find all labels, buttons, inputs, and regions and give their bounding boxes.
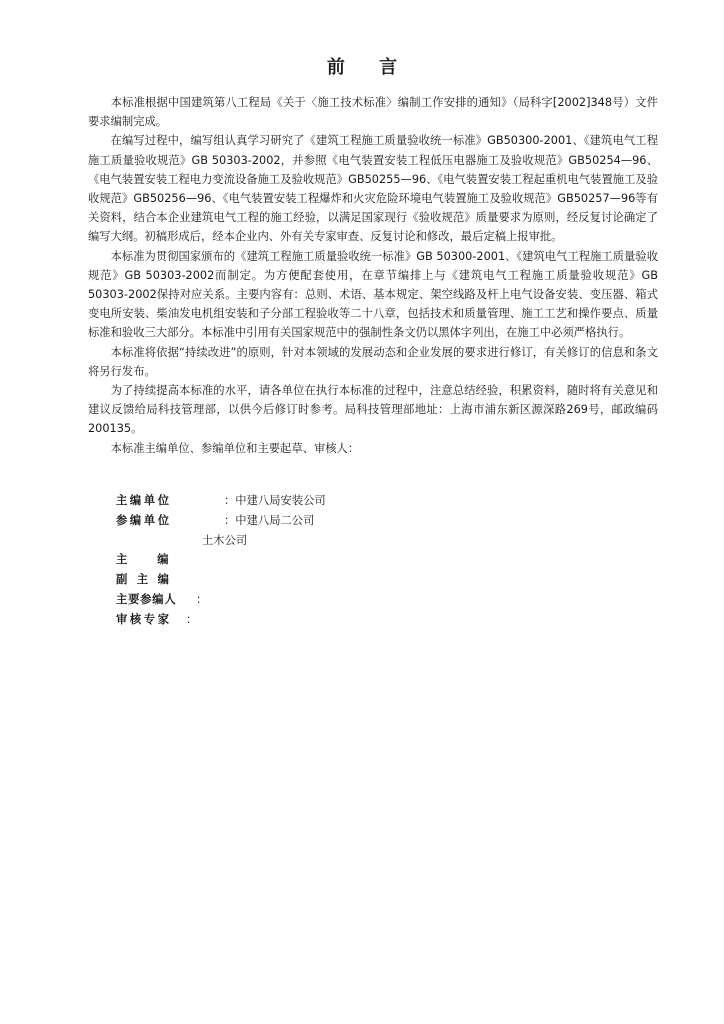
chief-unit-label: 主编单位 xyxy=(116,494,172,507)
co-unit-row-2 xyxy=(116,531,326,551)
co-unit-row xyxy=(116,511,326,531)
main-participants-label: 主要参编人 xyxy=(116,592,177,606)
paragraph: 在编写过程中，编写组认真学习研究了《建筑工程施工质量验收统一标准》GB50300-2001、《建筑电气工程施工质量验收规范》GB 50303-2002，并参照《电气装置安装工程低压电器施工及验收规范》GB50254—96、《电气装置安装工程电力变流设备施工及验收规范》GB50255—96、《电气装置安装工程起重机电气装置施工及验收规范》GB50256—96、《电气装置安装工程爆炸和火灾危险环境电气装置施工及验收规范》GB50257—96等有关资料，结合本企业建筑电气工程的施工经验，以满足国家现行《验收规范》质量要求为原则，经反复讨论确定了编写大纲。初稿形成后，经本企业内、外有关专家审查、反复讨论和修改，最后定稿上报审批。 xyxy=(88,134,658,244)
review-experts-label: 审核专家 xyxy=(116,612,172,626)
review-experts-value: ： xyxy=(186,612,198,626)
paragraph: 本标准根据中国建筑第八工程局《关于〈施工技术标准〉编制工作安排的通知》（局科字[2002]348号）文件要求编制完成。 xyxy=(88,96,658,129)
co-unit-label: 参编单位 xyxy=(116,513,172,527)
page-title: 前 言 xyxy=(326,57,412,78)
chief-unit-value: ：中建八局安装公司 xyxy=(224,494,326,507)
main-participants-row xyxy=(116,590,326,610)
paragraph: 为了持续提高本标准的水平，请各单位在执行本标准的过程中，注意总结经验，积累资料，随时将有关意见和建议反馈给局科技管理部，以供今后修订时参考。局科技管理部地址：上海市浦东新区源深路269号，邮政编码200135。 xyxy=(88,384,658,436)
co-unit-value: ：中建八局二公司 xyxy=(224,513,315,527)
editors-list xyxy=(116,491,326,630)
review-experts-row xyxy=(116,610,326,630)
chief-editor-label: 主编 xyxy=(116,553,199,567)
deputy-editor-label: 副主编 xyxy=(116,573,179,587)
deputy-editor-row xyxy=(116,570,326,590)
co-unit-value-2: 土木公司 xyxy=(202,533,248,547)
chief-unit-row xyxy=(116,491,326,511)
paragraph: 本标准为贯彻国家颁布的《建筑工程施工质量验收统一标准》GB 50300-2001、《建筑电气工程施工质量验收规范》GB 50303-2002而制定。为方便配套使用，在章节编排上与《建筑电气工程施工质量验收规范》GB 50303-2002保持对应关系。主要内容有：总则、术语、基本规定、架空线路及杆上电气设备安装、变压器、箱式变电所安装、柴油发电机组安装和子分部工程验收等二十八章，包括技术和质量管理、施工工艺和操作要点、质量标准和验收三大部分。本标准中引用有关国家规范中的强制性条文仍以黑体字列出，在施工中必须严格执行。 xyxy=(88,249,658,340)
preface-body xyxy=(88,93,658,458)
chief-editor-row xyxy=(116,550,326,570)
paragraph: 本标准主编单位、参编单位和主要起草、审核人： xyxy=(110,441,360,455)
paragraph: 本标准将依据“持续改进”的原则，针对本领域的发展动态和企业发展的要求进行修订，有关修订的信息和条文将另行发布。 xyxy=(88,345,658,378)
main-participants-value: ： xyxy=(196,592,208,606)
